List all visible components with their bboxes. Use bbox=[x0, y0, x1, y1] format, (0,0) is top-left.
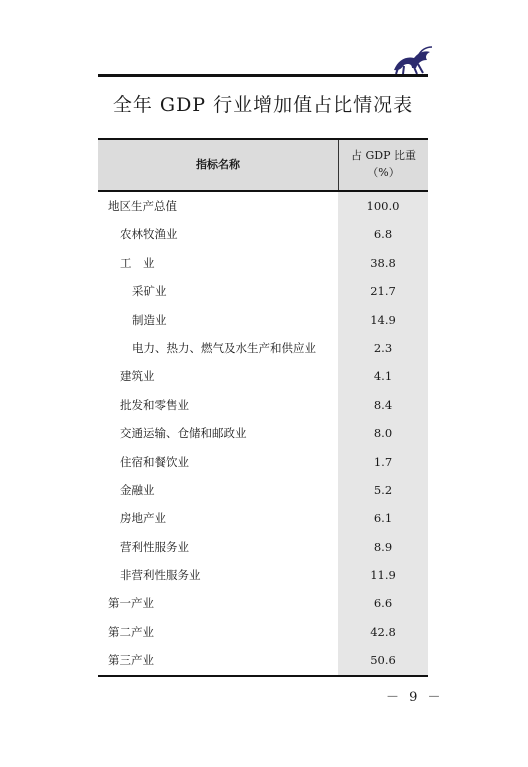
row-indicator-name: 第三产业 bbox=[108, 653, 154, 668]
table-row bbox=[98, 391, 428, 419]
table-row bbox=[98, 277, 428, 305]
top-rule bbox=[98, 74, 428, 77]
row-indicator-name: 第二产业 bbox=[108, 624, 154, 639]
row-indicator-name: 第一产业 bbox=[108, 596, 154, 611]
header-gdp-share-label: 占 GDP 比重 bbox=[350, 149, 416, 162]
row-gdp-share-value: 8.4 bbox=[373, 397, 393, 412]
row-gdp-share-value: 6.1 bbox=[373, 511, 393, 526]
row-indicator-name: 金融业 bbox=[120, 482, 155, 497]
row-gdp-share-value: 11.9 bbox=[370, 568, 396, 583]
row-indicator-name: 建筑业 bbox=[120, 369, 155, 384]
row-gdp-share-value: 50.6 bbox=[370, 653, 396, 668]
page-number: － 9 － bbox=[386, 690, 444, 705]
table-row bbox=[98, 589, 428, 617]
table-row bbox=[98, 334, 428, 362]
row-gdp-share-value: 2.3 bbox=[373, 340, 393, 355]
table-row bbox=[98, 448, 428, 476]
row-indicator-name: 营利性服务业 bbox=[120, 539, 189, 554]
header-gdp-share-unit: （%） bbox=[367, 166, 400, 179]
horse-emblem-icon bbox=[388, 44, 434, 76]
table-row bbox=[98, 561, 428, 589]
table-row bbox=[98, 618, 428, 646]
row-indicator-name: 住宿和餐饮业 bbox=[120, 454, 189, 469]
table-row bbox=[98, 220, 428, 248]
row-indicator-name: 农林牧渔业 bbox=[120, 227, 178, 242]
row-gdp-share-value: 8.9 bbox=[373, 539, 393, 554]
row-indicator-name: 制造业 bbox=[132, 312, 167, 327]
page-title: 全年 GDP 行业增加值占比情况表 bbox=[112, 94, 414, 116]
table-row bbox=[98, 646, 428, 674]
row-gdp-share-value: 1.7 bbox=[373, 454, 393, 469]
table-row bbox=[98, 249, 428, 277]
table-row bbox=[98, 192, 428, 220]
row-indicator-name: 地区生产总值 bbox=[108, 199, 177, 213]
row-indicator-name: 电力、热力、燃气及水生产和供应业 bbox=[132, 340, 316, 355]
row-indicator-name: 非营利性服务业 bbox=[120, 568, 201, 583]
row-gdp-share-value: 5.2 bbox=[373, 482, 393, 497]
row-gdp-share-value: 8.0 bbox=[373, 426, 393, 441]
gdp-share-table bbox=[98, 138, 428, 677]
row-gdp-share-value: 6.6 bbox=[373, 596, 393, 611]
row-indicator-name: 批发和零售业 bbox=[120, 397, 189, 412]
row-gdp-share-value: 38.8 bbox=[370, 255, 396, 270]
table-row bbox=[98, 362, 428, 390]
row-gdp-share-value: 4.1 bbox=[373, 369, 393, 384]
table-row bbox=[98, 306, 428, 334]
table-row bbox=[98, 419, 428, 447]
row-indicator-name: 采矿业 bbox=[132, 284, 167, 299]
table-row bbox=[98, 533, 428, 561]
header-indicator-name: 指标名称 bbox=[196, 158, 240, 171]
row-gdp-share-value: 6.8 bbox=[373, 227, 393, 242]
table-body bbox=[98, 192, 428, 677]
row-gdp-share-value: 42.8 bbox=[370, 624, 396, 639]
row-gdp-share-value: 100.0 bbox=[366, 199, 400, 213]
row-gdp-share-value: 14.9 bbox=[370, 312, 396, 327]
row-indicator-name: 工 业 bbox=[120, 255, 155, 270]
table-header bbox=[98, 138, 428, 192]
table-row bbox=[98, 476, 428, 504]
table-row bbox=[98, 504, 428, 532]
row-indicator-name: 交通运输、仓储和邮政业 bbox=[120, 426, 247, 441]
header-gdp-share bbox=[339, 147, 428, 181]
row-gdp-share-value: 21.7 bbox=[370, 284, 396, 299]
row-indicator-name: 房地产业 bbox=[120, 511, 166, 526]
